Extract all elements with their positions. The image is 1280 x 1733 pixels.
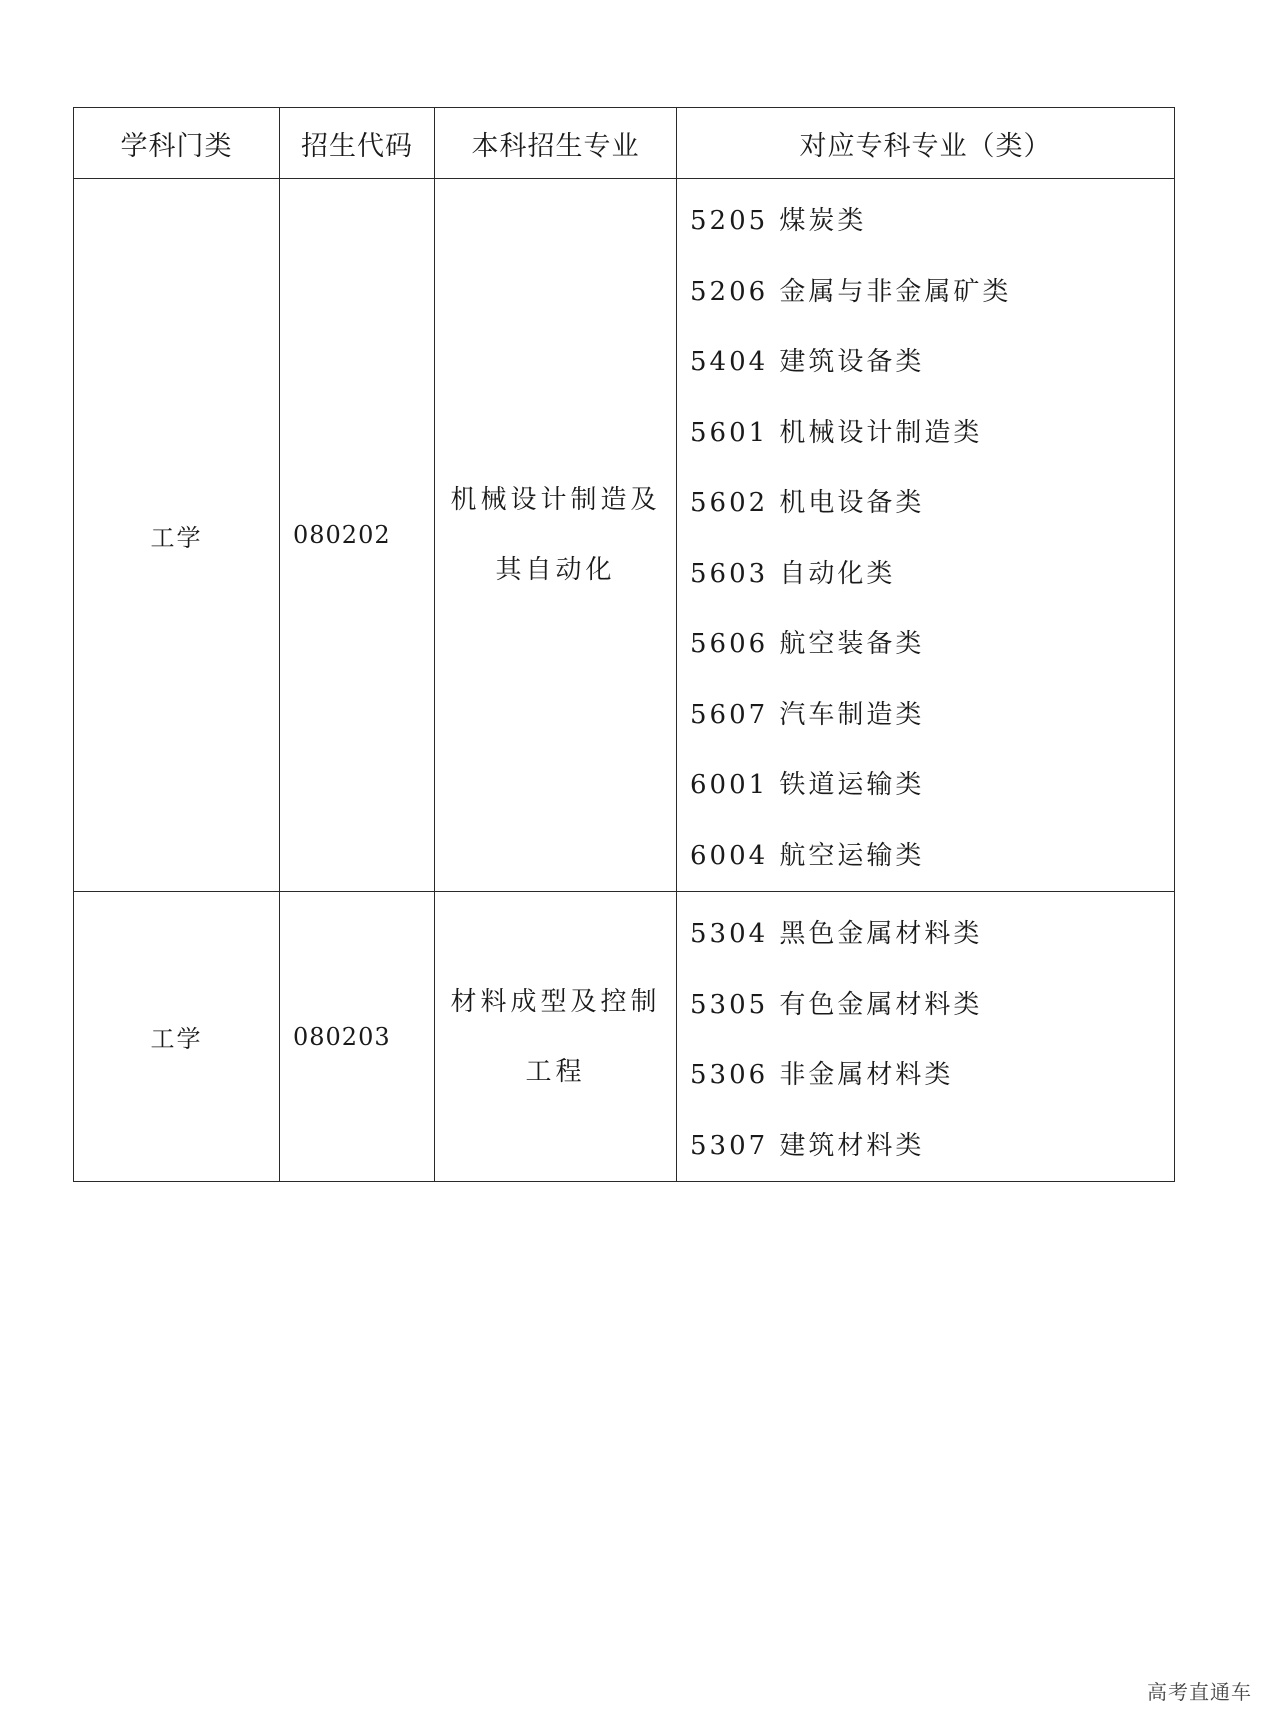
related-major-item: 6001 铁道运输类: [690, 770, 925, 800]
watermark-text: 高考直通车: [1147, 1680, 1252, 1704]
header-enrollment-code: 招生代码: [280, 108, 435, 179]
related-majors-list: [690, 186, 1174, 891]
related-major-item: 5601 机械设计制造类: [690, 417, 983, 448]
major-name-line: 机械设计制造及: [450, 485, 661, 515]
related-majors-cell: [677, 892, 1175, 1182]
header-discipline-category: 学科门类: [74, 108, 280, 179]
table-row: [74, 892, 1175, 1182]
related-major-item: 5603 自动化类: [690, 558, 896, 589]
table-header-row: [74, 108, 1175, 179]
related-major-item: 5206 金属与非金属矿类: [690, 276, 1012, 307]
undergraduate-major-cell: [435, 179, 677, 892]
related-major-item: 5602 机电设备类: [690, 488, 925, 518]
discipline-category-cell: 工学: [74, 892, 280, 1182]
major-name-line: 工程: [525, 1056, 586, 1087]
related-major-item: 5307 建筑材料类: [690, 1130, 925, 1161]
major-name-line: 材料成型及控制: [450, 986, 661, 1017]
related-major-item: 5205 煤炭类: [690, 206, 867, 236]
related-majors-list: [690, 899, 1174, 1181]
related-major-item: 5606 航空装备类: [690, 629, 925, 659]
undergraduate-major-cell: [435, 892, 677, 1182]
major-correspondence-table: [73, 107, 1175, 1182]
major-name-line: 其自动化: [495, 555, 616, 585]
discipline-category-cell: 工学: [74, 179, 280, 892]
related-major-item: 5404 建筑设备类: [690, 347, 925, 377]
related-major-item: 5304 黑色金属材料类: [690, 919, 983, 949]
enrollment-code-cell: 080203: [280, 892, 435, 1182]
related-major-item: 5306 非金属材料类: [690, 1060, 954, 1090]
header-undergraduate-major: 本科招生专业: [435, 108, 677, 179]
related-majors-cell: [677, 179, 1175, 892]
header-related-vocational-majors: 对应专科专业（类）: [677, 108, 1175, 179]
table-row: [74, 179, 1175, 892]
related-major-item: 6004 航空运输类: [690, 840, 925, 871]
enrollment-code-cell: 080202: [280, 179, 435, 892]
related-major-item: 5305 有色金属材料类: [690, 989, 983, 1020]
related-major-item: 5607 汽车制造类: [690, 699, 925, 730]
